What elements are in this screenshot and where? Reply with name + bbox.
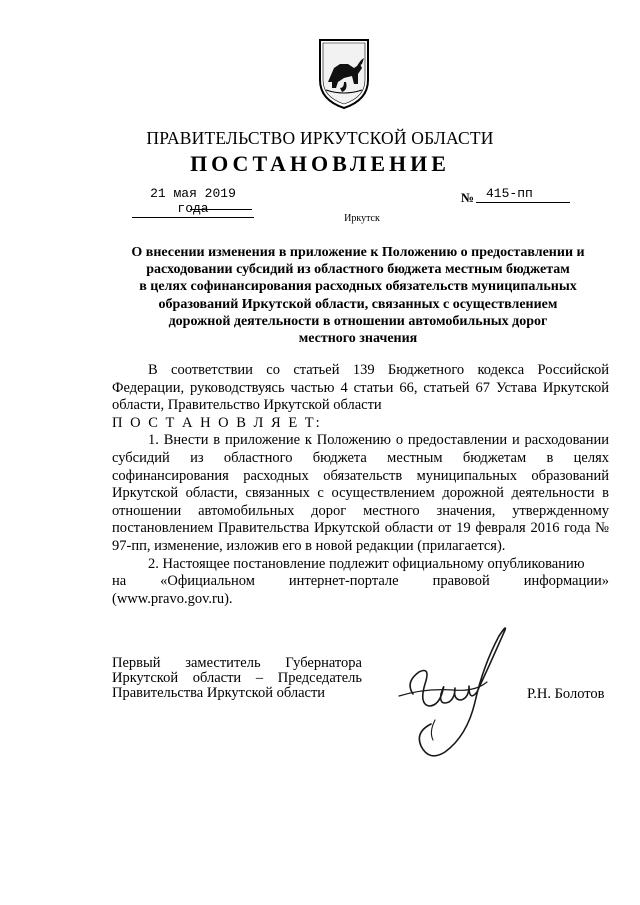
decree-number: 415-пп bbox=[476, 186, 570, 203]
subject-line: О внесении изменения в приложение к Положению о предоставлении и bbox=[131, 245, 585, 260]
subject-line: местного значения bbox=[298, 331, 418, 347]
signer-name: Р.Н. Болотов bbox=[527, 686, 605, 702]
date-underline bbox=[190, 209, 252, 210]
city-name: Иркутск bbox=[344, 213, 380, 224]
decree-subject bbox=[108, 244, 608, 347]
irkutsk-coat-of-arms-icon bbox=[318, 38, 370, 110]
subject-line: дорожной деятельности в отношении автомобильных дорог bbox=[168, 313, 548, 329]
signer-position-line: Первый заместитель Губернатора bbox=[112, 655, 362, 671]
document-type-title: ПОСТАНОВЛЕНИЕ bbox=[190, 151, 450, 176]
item-2-line: (www.pravo.gov.ru). bbox=[112, 590, 233, 607]
signer-position-line: Правительства Иркутской области bbox=[112, 685, 326, 701]
decree-body bbox=[112, 362, 609, 608]
number-sign: № bbox=[461, 190, 475, 205]
subject-line: образований Иркутской области, связанных с осуществлением bbox=[158, 296, 558, 312]
government-name: ПРАВИТЕЛЬСТВО ИРКУТСКОЙ ОБЛАСТИ bbox=[146, 128, 494, 148]
item-2-line: на «Официальном интернет-портале правовой информации» bbox=[112, 573, 609, 590]
item-1-paragraph: 1. Внести в приложение к Положению о предоставлении и расходовании субсидий из областного бюджета местным бюджетам в целях софинансирования расходных обязательств муниципальных образований Иркутской области, связанных с осуществлением дорожной деятельности в отношении автомобильных дорог местного значения, утвержденному постановлением Правительства Иркутской области от 19 февраля 2016 года № 97-пп, изменение, изложив его в новой редакции (прилагается). bbox=[112, 432, 609, 554]
handwritten-signature bbox=[395, 622, 515, 762]
subject-line: в целях софинансирования расходных обязательств муниципальных bbox=[139, 279, 577, 295]
subject-line: расходовании субсидий из областного бюджета местным бюджетам bbox=[146, 262, 570, 278]
decree-date: 21 мая 2019 года bbox=[132, 186, 254, 218]
signer-position bbox=[112, 656, 362, 701]
preamble-paragraph: В соответствии со статьей 139 Бюджетного кодекса Российской Федерации, руководствуясь частью 4 статьи 66, статьей 67 Устава Иркутской области, Правительство Иркутской области bbox=[112, 362, 609, 414]
signer-position-line: Иркутской области – Председатель bbox=[112, 670, 362, 686]
decree-resolves-word: П О С Т А Н О В Л Я Е Т: bbox=[112, 414, 322, 431]
item-2-line: 2. Настоящее постановление подлежит официальному опубликованию bbox=[148, 555, 585, 572]
